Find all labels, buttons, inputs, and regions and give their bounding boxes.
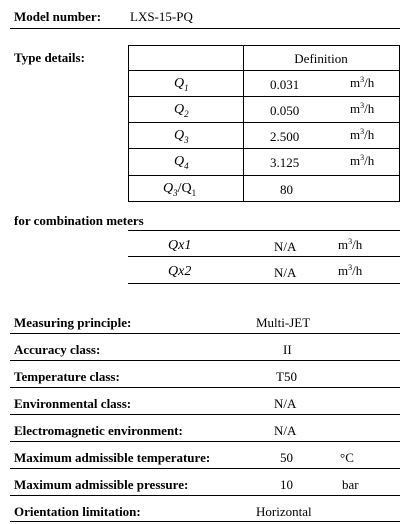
q3-symbol: $Q_3$ — [174, 128, 189, 145]
q2-value: 0.050 — [270, 103, 300, 118]
qx2-symbol: Qx2 — [168, 264, 192, 279]
definition-header: Definition — [294, 51, 348, 66]
measuring-principle-value: Multi-JET — [256, 315, 311, 330]
model-number-value: LXS-15-PQ — [130, 9, 193, 24]
ratio-symbol: $Q_3/Q_1$ — [163, 181, 197, 198]
environmental-class-label: Environmental class: — [14, 396, 132, 411]
max-pressure-unit: bar — [342, 477, 359, 492]
qx2-unit: $m^3/h$ — [338, 263, 363, 278]
electromagnetic-environment-value: N/A — [274, 423, 297, 438]
qx1-unit: $m^3/h$ — [338, 237, 363, 252]
accuracy-class-label: Accuracy class: — [14, 342, 101, 357]
q4-symbol: $Q_4$ — [174, 154, 189, 171]
temperature-class-label: Temperature class: — [14, 369, 120, 384]
q4-value: 3.125 — [270, 155, 300, 170]
q3-unit: $m^3/h$ — [350, 127, 375, 142]
model-number-label: Model number: — [14, 9, 102, 24]
orientation-limitation-label: Orientation limitation: — [14, 504, 141, 519]
type-details-label: Type details: — [14, 50, 85, 65]
electromagnetic-environment-label: Electromagnetic environment: — [14, 423, 183, 438]
max-pressure-value: 10 — [280, 477, 293, 492]
accuracy-class-value: II — [283, 342, 292, 357]
max-temperature-value: 50 — [280, 450, 293, 465]
qx2-value: N/A — [274, 265, 297, 280]
max-pressure-label: Maximum admissible pressure: — [14, 477, 189, 492]
combination-label: for combination meters — [14, 213, 144, 228]
measuring-principle-label: Measuring principle: — [14, 315, 132, 330]
q1-unit: $m^3/h$ — [350, 75, 375, 90]
max-temperature-label: Maximum admissible temperature: — [14, 450, 211, 465]
q4-unit: $m^3/h$ — [350, 153, 375, 168]
q1-value: 0.031 — [270, 77, 300, 92]
environmental-class-value: N/A — [274, 396, 297, 411]
q2-unit: $m^3/h$ — [350, 101, 375, 116]
ratio-value: 80 — [280, 182, 293, 197]
orientation-limitation-value: Horizontal — [256, 504, 312, 519]
max-temperature-unit: °C — [340, 450, 354, 465]
temperature-class-value: T50 — [276, 369, 297, 384]
q2-symbol: $Q_2$ — [174, 102, 189, 119]
qx1-symbol: Qx1 — [168, 238, 192, 253]
q1-symbol: $Q_1$ — [174, 76, 189, 93]
qx1-value: N/A — [274, 239, 297, 254]
q3-value: 2.500 — [270, 129, 300, 144]
